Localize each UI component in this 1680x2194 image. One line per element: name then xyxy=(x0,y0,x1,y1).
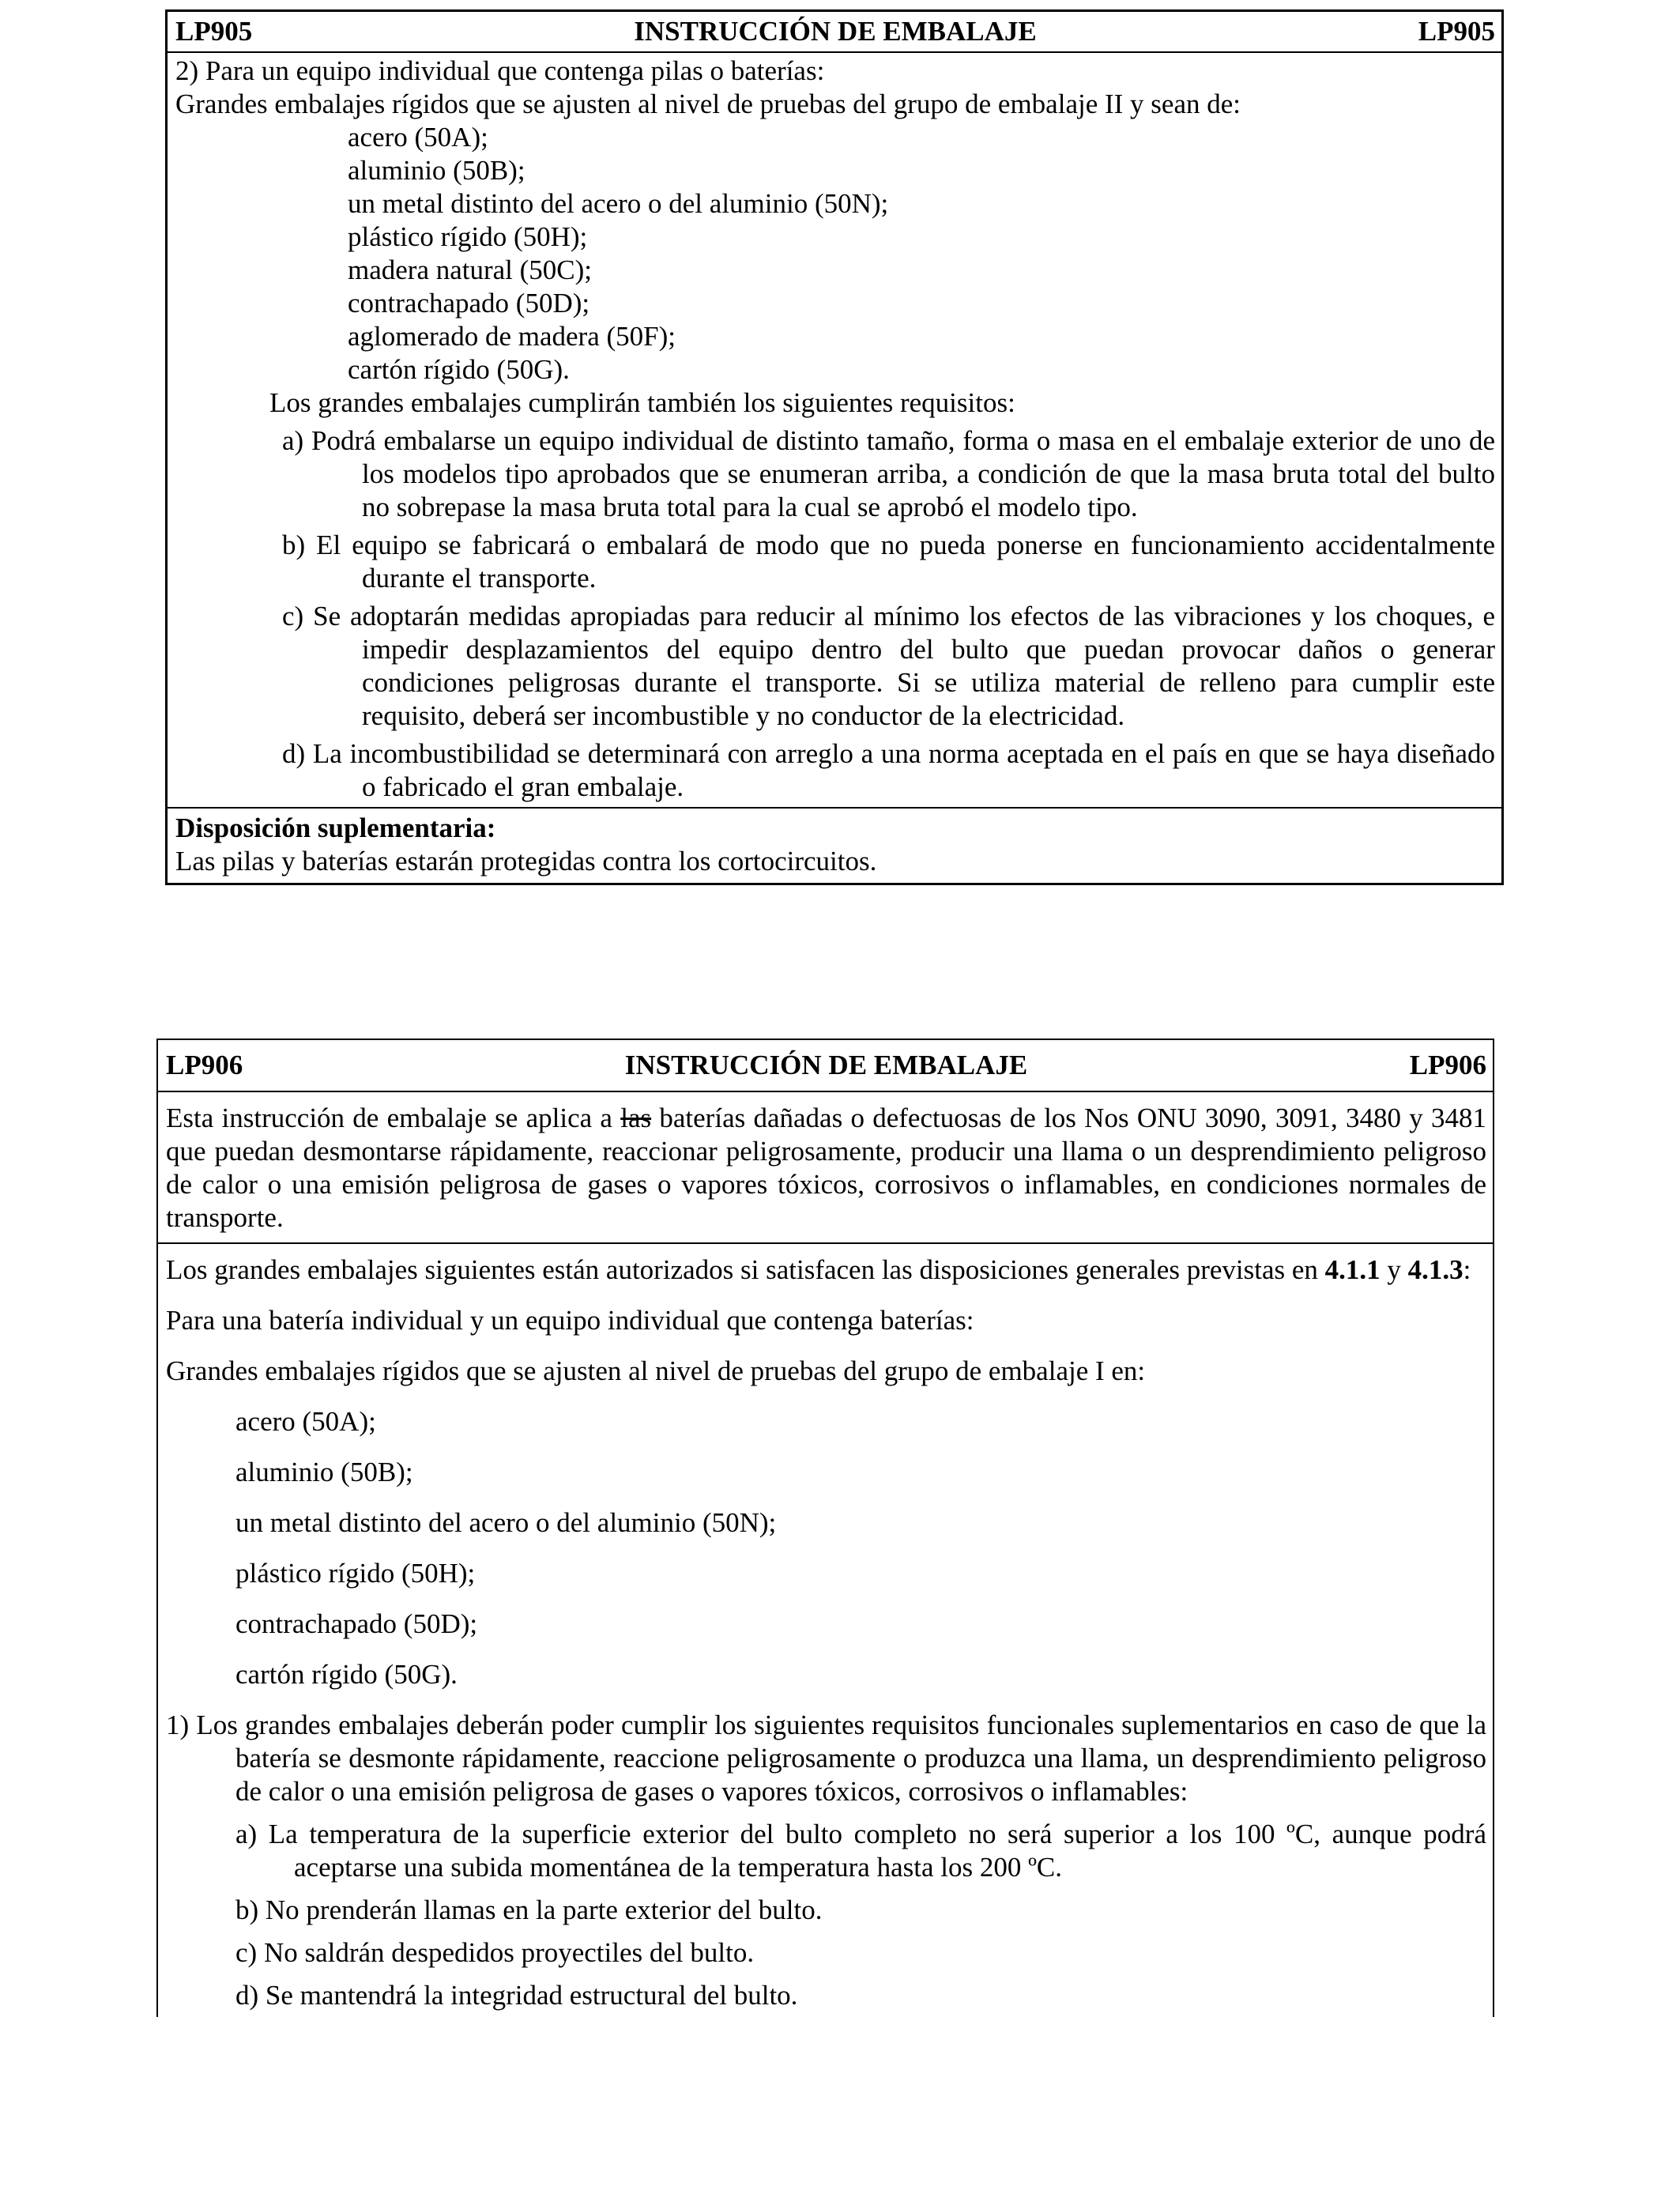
lp905-requirement-a: a) Podrá embalarse un equipo individual de distinto tamaño, forma o masa en el embalaje exterior de uno de los modelos tipo aprobados que se enumeran arriba, a condición de que la masa bruta total del bulto no sobrepase la masa bruta total para la cual se aprobó el modelo tipo. xyxy=(282,425,1495,522)
auth-mid: y xyxy=(1380,1254,1408,1285)
lp906-header xyxy=(158,1040,1493,1092)
lp906-scope-text xyxy=(166,1102,1486,1235)
list-item: un metal distinto del acero o del aluminio (50N); xyxy=(348,188,889,219)
lp906-table xyxy=(156,1039,1494,2017)
list-item: plástico rígido (50H); xyxy=(348,221,588,252)
list-item: contrachapado (50D); xyxy=(348,288,590,319)
lp906-subitem-a: a) La temperatura de la superficie exterior del bulto completo no será superior a los 100 ºC, aunque podrá aceptarse una subida momentánea de la temperatura hasta los 200 ºC. xyxy=(235,1819,1486,1883)
lp906-line-battery: Para una batería individual y un equipo individual que contenga baterías: xyxy=(166,1305,974,1336)
list-item: cartón rígido (50G). xyxy=(235,1659,458,1690)
lp905-code-left: LP905 xyxy=(175,16,253,47)
lp905-supplementary xyxy=(168,807,1501,883)
scope-struck-word: las xyxy=(620,1103,652,1133)
lp906-body xyxy=(158,1244,1493,2017)
auth-ref-411: 4.1.1 xyxy=(1324,1254,1381,1285)
lp906-subitem-b: b) No prenderán llamas en la parte exterior del bulto. xyxy=(235,1894,823,1925)
auth-ref-413: 4.1.3 xyxy=(1407,1254,1463,1285)
lp906-material-list xyxy=(166,1405,1486,1691)
lp905-requirements-intro: Los grandes embalajes cumplirán también los siguientes requisitos: xyxy=(269,387,1015,418)
list-item: cartón rígido (50G). xyxy=(348,354,570,385)
scope-text-b: baterías dañadas o defectuosas de los Nos ONU 3090, 3091, 3480 y 3481 que puedan desmontarse rápidamente, reaccionar peligrosamente, producir una llama o un desprendimiento peligroso de calor o una emisión peligrosa de gases o vapores tóxicos, corrosivos o inflamables, en condiciones normales de transporte. xyxy=(166,1103,1486,1233)
lp906-code-right: LP906 xyxy=(1409,1050,1486,1080)
lp906-scope xyxy=(158,1092,1493,1244)
lp905-table xyxy=(165,9,1504,885)
lp906-line-large: Grandes embalajes rígidos que se ajusten al nivel de pruebas del grupo de embalaje I en: xyxy=(166,1355,1146,1386)
list-item: aluminio (50B); xyxy=(348,155,525,186)
lp905-material-list xyxy=(175,121,1495,386)
lp905-line2: Grandes embalajes rígidos que se ajusten al nivel de pruebas del grupo de embalaje II y sean de: xyxy=(175,89,1241,119)
scope-text-a: Esta instrucción de embalaje se aplica a xyxy=(166,1103,621,1133)
lp905-requirement-b: b) El equipo se fabricará o embalará de modo que no pueda ponerse en funcionamiento accidentalmente durante el transporte. xyxy=(282,530,1495,594)
lp905-requirement-d: d) La incombustibilidad se determinará con arreglo a una norma aceptada en el país en que se haya diseñado o fabricado el gran embalaje. xyxy=(282,738,1495,802)
list-item: plástico rígido (50H); xyxy=(235,1558,476,1589)
lp905-body xyxy=(168,53,1501,807)
lp906-code-left: LP906 xyxy=(166,1050,243,1080)
lp905-code-right: LP905 xyxy=(1418,16,1495,47)
list-item: un metal distinto del acero o del aluminio (50N); xyxy=(235,1507,777,1538)
lp906-title: INSTRUCCIÓN DE EMBALAJE xyxy=(624,1050,1028,1080)
auth-end: : xyxy=(1463,1254,1471,1285)
auth-text: Los grandes embalajes siguientes están autorizados si satisfacen las disposiciones generales previstas en xyxy=(166,1254,1325,1285)
lp905-title: INSTRUCCIÓN DE EMBALAJE xyxy=(634,16,1037,47)
list-item: madera natural (50C); xyxy=(348,254,593,285)
list-item: contrachapado (50D); xyxy=(235,1608,478,1639)
lp905-supp-heading: Disposición suplementaria: xyxy=(175,812,496,843)
lp906-subitem-c: c) No saldrán despedidos proyectiles del bulto. xyxy=(235,1937,755,1968)
lp905-intro: 2) Para un equipo individual que contenga pilas o baterías: xyxy=(175,55,825,86)
list-item: aglomerado de madera (50F); xyxy=(348,321,676,352)
lp905-requirement-c: c) Se adoptarán medidas apropiadas para reducir al mínimo los efectos de las vibraciones y los choques, e impedir desplazamientos del equipo dentro del bulto que puedan provocar daños o generar condiciones peligrosas durante el transporte. Si se utiliza material de relleno para cumplir este requisito, deberá ser incombustible y no conductor de la electricidad. xyxy=(282,601,1495,731)
list-item: aluminio (50B); xyxy=(235,1457,413,1487)
lp906-item-1: 1) Los grandes embalajes deberán poder cumplir los siguientes requisitos funcionales suplementarios en caso de que la batería se desmonte rápidamente, reaccione peligrosamente o produzca una llama, un desprendimiento peligroso de calor o una emisión peligrosa de gases o vapores tóxicos, corrosivos o inflamables: xyxy=(166,1710,1486,1807)
lp905-supp-text: Las pilas y baterías estarán protegidas contra los cortocircuitos. xyxy=(175,846,877,876)
lp906-subitem-d: d) Se mantendrá la integridad estructural del bulto. xyxy=(235,1980,798,2011)
list-item: acero (50A); xyxy=(348,122,488,153)
lp906-authorization xyxy=(166,1253,1486,1287)
lp905-header xyxy=(168,12,1501,53)
list-item: acero (50A); xyxy=(235,1406,376,1437)
